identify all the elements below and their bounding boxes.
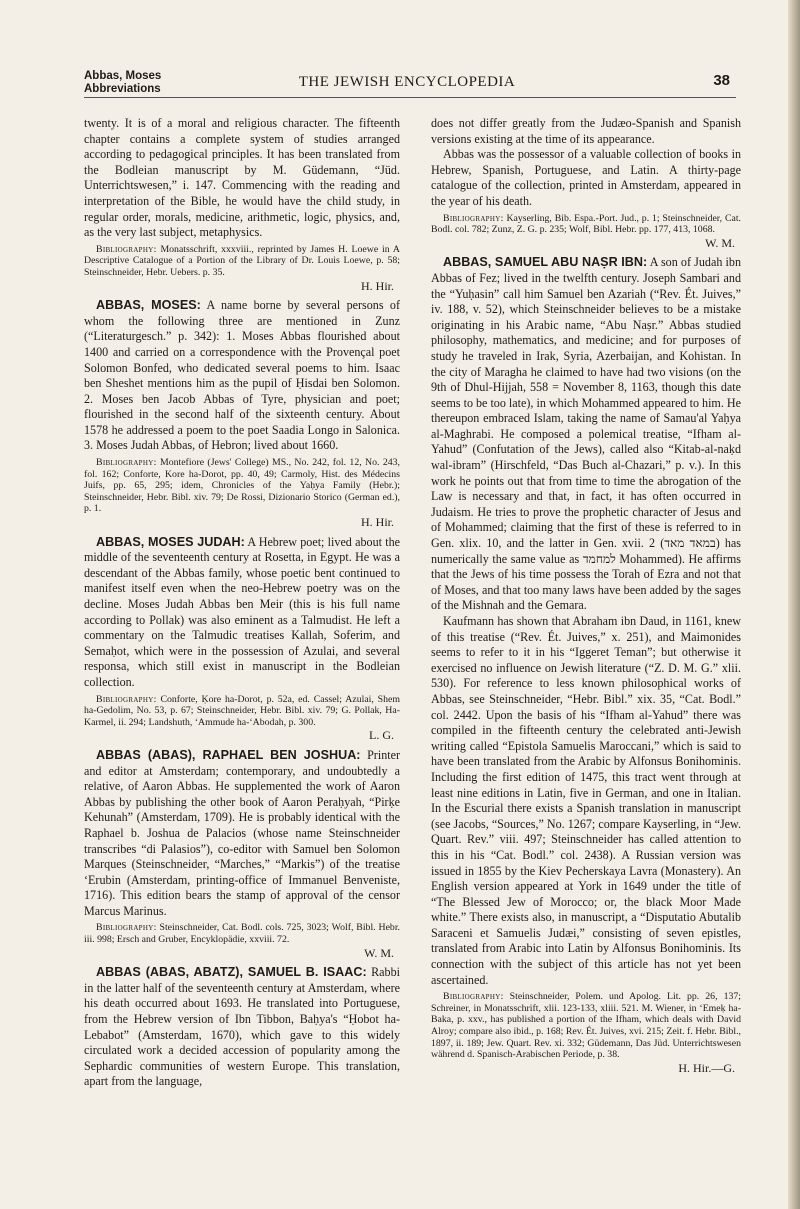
right-column [431,116,741,1080]
bibliography-text: Montefiore (Jews' College) MS., No. 242, fol. 12, No. 243, fol. 162; Conforte, Kore ha-Dorot, pp. 40, 49; Carmoly, Hist. des Médecins Juifs, pp. 65, 295; idem, Chronicles of the Yaḥya Family (Hebr.); Steinschneider, Hebr. Bibl. xiv. 79; De Rossi, Dizionario Storico (German ed.), p. 1. [84,457,400,515]
paragraph: Abbas was the possessor of a valuable collection of books in Hebrew, Spanish, Portuguese, and Latin. A thirty-page catalogue of the collection, printed in Amsterdam, appeared in the year of his death. [431,147,741,208]
bibliography-label: Bibliography: [96,693,157,705]
entry-abbas-moses-judah [84,535,400,691]
bibliography-label: Bibliography: [443,991,504,1003]
running-header [84,70,730,104]
left-column [84,116,400,1090]
bibliography-text: Steinschneider, Polem. und Apolog. Lit. pp. 26, 137; Schreiner, in Monatsschrift, xlii. 123-133, xliii. 521. M. Wiener, in ‘Emeḳ ha-Baka, p. xxv., has published a portion of the Ifham, which deals with David Alroy; compare also ibid., p. 168; Rev. Ét. Juives, xvi. 215; Zeit. f. Hebr. Bibl., 1897, ii. 189; Jew. Quart. Rev. xi. 332; Güdemann, Das Jüd. Unterrichtswesen während d. Spanisch-Arabischen Periode, p. 38. [431,991,741,1061]
bibliography-text: Kayserling, Bib. Espa.-Port. Jud., p. 1; Steinschneider, Cat. Bodl. col. 782; Zunz, Z. G. p. 235; Wolf, Bibl. Hebr. pp. 177, 413, 1068. [431,212,742,236]
entry-abbas-moses [84,298,400,454]
bibliography-text: Steinschneider, Cat. Bodl. cols. 725, 3023; Wolf, Bibl. Hebr. iii. 998; Ersch and Gruber, Encyklopädie, xxviii. 72. [84,922,400,946]
bibliography [431,991,741,1061]
header-guide-first: Abbas, Moses [84,70,162,82]
paragraph: does not differ greatly from the Judæo-Spanish and Spanish versions existing at the time of its appearance. [431,116,741,146]
entry-text: A son of Judah ibn Abbas of Fez; lived in the twelfth century. Joseph Sambari and the “Yuḥasin” call him Samuel ben Azariah (“Rev. Ét. Juives,” iv. 188, v. 52), which Steinschneider believes to be a mistake originating in his Arabic name, “Abu Naṣr.” Abbas studied philosophy, mathematics, and medicine; and for purposes of study he traveled in Irak, Syria, Azerbaijan, and Kohistan. In the city of Maragha he claimed to have had two visions (on the 9th of Dhul-Hijjah, 558 = November 8, 1163, though this date seems to be too late), in which Mohammed appeared to him. He thereupon embraced Islam, taking the name of Samau'al Yaḥya al-Maghrabi. He composed a polemical treatise, “Ifham al-Yahud” (Confutation of the Jews), called also “Kitab-al-naḳd wal-ibram” (Hirschfeld, “Das Buch al-Chazari,” p. v.). In this work he points out that from time to time the abrogation of the Law is necessary and that, in fact, it has often occurred in Judaism. He tries to prove the prophetic character of Jesus and of Mohammed; claiming that the first of these is referred to in Gen. xlix. 10, and the latter in Gen. xvii. 2 (במאד מאד) has numerically the same value as למחמד Mohammed). He affirms that the Jews of his time possess the Torah of Ezra and not that of Moses, and that too many laws have been added by the sages of the Mishnah and the Gemara. [431,255,742,613]
page-number: 38 [713,72,730,89]
entry-headword: ABBAS (ABAS), RAPHAEL BEN JOSHUA: [96,747,361,762]
header-guide-last: Abbreviations [84,83,161,95]
author-signature: H. Hir.—G. [678,1060,735,1075]
entry-headword: ABBAS, MOSES JUDAH: [96,534,245,549]
bibliography [84,694,400,729]
bibliography [84,922,400,945]
bibliography-text: Conforte, Ḳore ha-Dorot, p. 52a, ed. Cassel; Azulai, Shem ha-Gedolim, No. 53, p. 67; Steinschneider, Hebr. Bibl. xiv. 79; G. Pollak, Ha-Karmel, ii. 294; Landshuth, ‘Ammude ha-‘Abodah, p. 300. [84,693,400,728]
bibliography-label: Bibliography: [96,457,157,469]
entry-text: Printer and editor at Amsterdam; contemporary, and undoubtedly a relative, of Aaron Abbas. He supplemented the work of Aaron Abbas by publishing the other book of Aaron Peraḥyah, “Pirḳe Kehunah” (Amsterdam, 1709). He is probably identical with the Raphael b. Joshua de Palacios (whose name Steinschneider transcribes “di Palasios”), co-editor with Samuel ben Solomon Marques (Steinschneider, “Marches,” “Markis”) of the treatise ‘Erubin (Amsterdam, printing-office of Immanuel Benveniste, 1716). This edition bears the stamp of approval of the censor Marcus Marinus. [84,747,400,918]
entry-headword: ABBAS (ABAS, ABATZ), SAMUEL B. ISAAC: [96,965,367,980]
entry-text: A name borne by several persons of whom the following three are mentioned in Zunz (“Literaturgesch.” p. 342): 1. Moses Abbas flourished about 1400 and carried on a correspondence with the Provençal poet Solomon Bonfed, who dedicated several poems to him. Isaac ben Sheshet mentions him as the pupil of Ḥisdai ben Solomon. 2. Moses ben Jacob Abbas of Tyre, physician and poet; flourished in the second half of the sixteenth century. About 1578 he addressed a poem to the poet Saadia Longo in Salonica. 3. Moses Judah Abbas, of Hebron; lived about 1660. [84,298,400,453]
header-title: THE JEWISH ENCYCLOPEDIA [298,74,516,90]
author-signature: W. M. [364,945,394,960]
page-edge-shadow [788,0,800,1209]
entry-abbas-raphael [84,748,400,920]
entry-abbas-samuel-b-isaac [84,965,400,1090]
bibliography-label: Bibliography: [443,212,504,224]
bibliography [84,457,400,515]
bibliography [431,213,741,236]
entry-abbas-samuel-abu-nasr [431,255,741,614]
bibliography-label: Bibliography: [96,922,157,934]
author-signature: H. Hir. [361,278,394,293]
header-rule [84,97,736,98]
bibliography-label: Bibliography: [96,243,157,255]
author-signature: W. M. [705,235,735,250]
entry-headword: ABBAS, MOSES: [96,298,201,313]
entry-text: A Hebrew poet; lived about the middle of the seventeenth century at Rosetta, in Egypt. He was a descendant of the Abbas family, whose poetic bent continued to manifest itself even when the neo-Hebrew poetry was on the decline. Moses Judah Abbas ben Meir (this is his full name according to Pollak) was also eminent as a Talmudist. He left a commentary on the Talmudic treatises Kallah, Soferim, and Semaḥot, which were in the possession of Azulai, and several responsa, which still exist in manuscript in the Bodleian collection. [84,534,400,689]
paragraph: twenty. It is of a moral and religious character. The fifteenth chapter contains a complete system of studies arranged according to pedagogical principles. It has been translated from the Bodleian manuscript by M. Güdemann, “Jüd. Unterrichtswesen,” i. 147. Commencing with the reading and interpretation of the Bible, he would have the child study, in regular order, morals, medicine, arithmetic, logic, physics, and, as the very last subject, metaphysics. [84,116,400,240]
paragraph: Kaufmann has shown that Abraham ibn Daud, in 1161, knew of this treatise (“Rev. Ét. Juives,” x. 251), and Maimonides seems to refer to it in his “Iggeret Teman”; but otherwise it exercised no influence on Jewish literature (“Z. D. M. G.” xlii. 530). For reference to less known philosophical works of Abbas, see Steinschneider, “Hebr. Bibl.” xix. 35, “Cat. Bodl.” col. 2442. Upon the basis of his “Ifham al-Yahud” there was compiled in the fifteenth century the celebrated anti-Jewish writing called “Epistola Samuelis Maroccani,” which is said to have been translated from the Arabic by Alfonsus Bonihominis. Including the first edition of 1475, this tract went through at least nine editions in Latin, five in German, and one in Italian. In the Escurial there exists a Spanish translation in manuscript (see Jacobs, “Sources,” No. 1267; compare Kayserling, in “Jew. Quart. Rev.” viii. 497; Steinschneider has called attention to this in his “Cat. Bodl.” col. 2438). A Russian version was issued in 1855 by the Kiev Pecherskaya Lavra (Monastery). An English version appeared at York in 1649 under the title of “The Blessed Jew of Morocco; or, the black Moor Made white.” There exists also, in manuscript, a “Disputatio Abutalib Saraceni et Samuelis Judæi,” consisting of seven epistles, translated from Arabic into Latin by Alfonsus Bonihominis. Its connection with the subject of this article has not yet been ascertained. [431,614,741,987]
author-signature: H. Hir. [361,515,394,530]
bibliography-text: Monatsschrift, xxxviii., reprinted by James H. Loewe in A Descriptive Catalogue of a Portion of the Library of Dr. Louis Loewe, p. 58; Steinschneider, Hebr. Uebers. p. 35. [84,243,400,278]
bibliography [84,244,400,279]
author-signature: L. G. [369,728,394,743]
entry-headword: ABBAS, SAMUEL ABU NAṢR IBN: [443,255,648,270]
entry-text: Rabbi in the latter half of the seventeenth century at Amsterdam, where his death occurred about 1693. He translated into Portuguese, from the Hebrew version of Ibn Tibbon, Baḥya's “Ḥobot ha-Lebabot” (Amsterdam, 1670), which gave to this widely circulated work a decided accession of popularity among the Sephardic communities of western Europe. This translation, apart from the language, [84,965,400,1089]
